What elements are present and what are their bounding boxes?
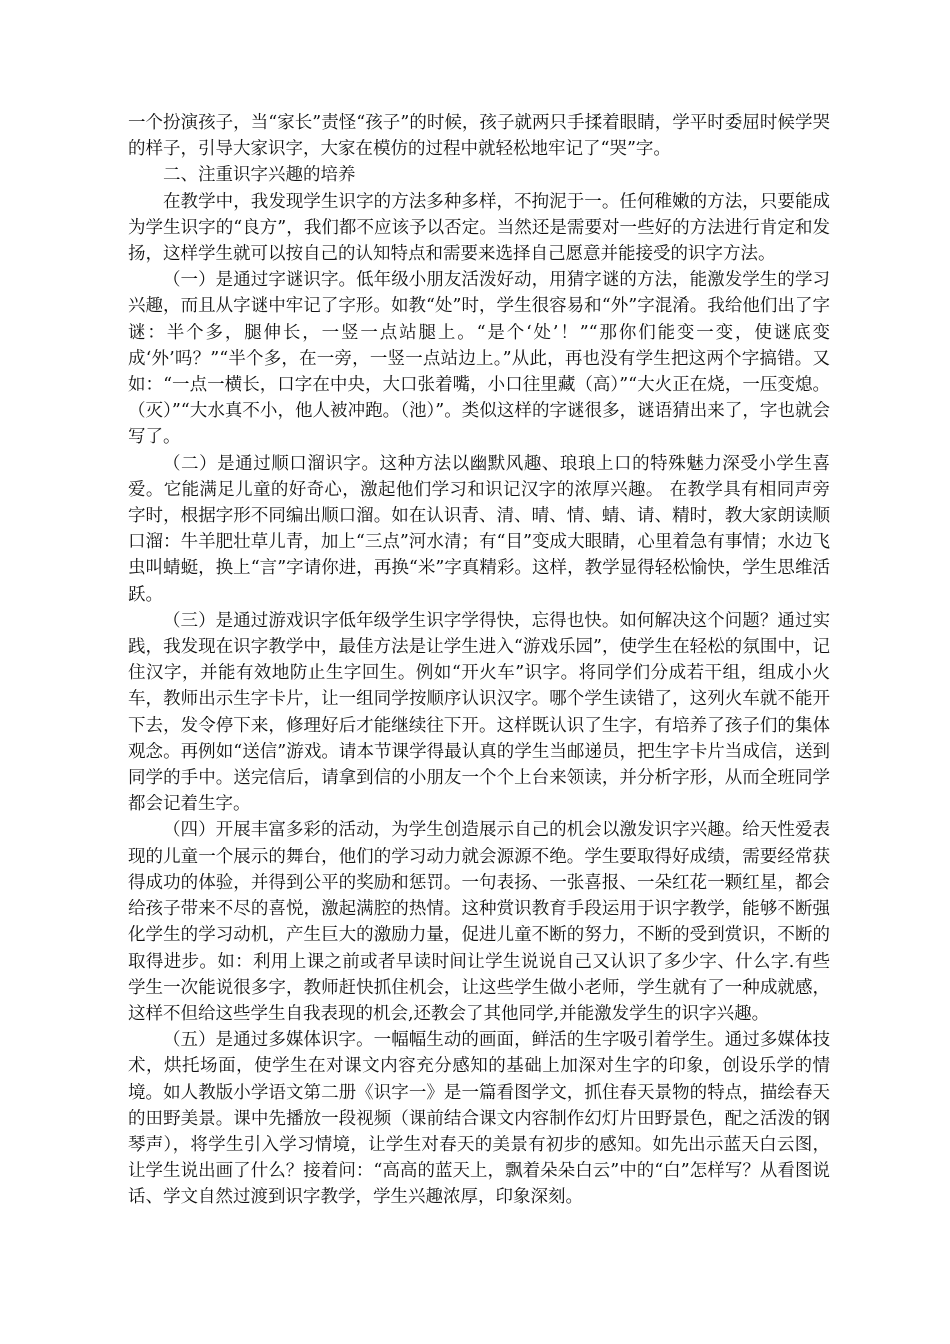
paragraph-method-3: （三）是通过游戏识字低年级学生识字学得快，忘得也快。如何解决这个问题？通过实践，我发现在识字教学中，最佳方法是让学生进入“游戏乐园”，使学生在轻松的氛围中，记住汉字，并能有效地防止生字回生。例如“开火车”识字。将同学们分成若干组，组成小火车，教师出示生字卡片，让一组同学按顺序认识汉字。哪个学生读错了，这列火车就不能开下去，发令停下来，修理好后才能继续往下开。这样既认识了生字，有培养了孩子们的集体观念。再例如“送信”游戏。请本节课学得最认真的学生当邮递员，把生字卡片当成信，送到同学的手中。送完信后，请拿到信的小朋友一个个上台来领读，并分析字形，从而全班同学都会记着生字。 [128, 610, 830, 815]
paragraph-method-4: （四）开展丰富多彩的活动，为学生创造展示自己的机会以激发识字兴趣。给天性爱表现的儿童一个展示的舞台，他们的学习动力就会源源不绝。学生要取得好成绩，需要经常获得成功的体验，并得到公平的奖励和惩罚。一句表扬、一张喜报、一朵红花一颗红星，都会给孩子带来不尽的喜悦，激起满腔的热情。这种赏识教育手段运用于识字教学，能够不断强化学生的学习动机，产生巨大的激励力量，促进儿童不断的努力，不断的受到赏识，不断的取得进步。如：利用上课之前或者早读时间让学生说说自己又认识了多少字、什么字.有些学生一次能说很多字，教师赶快抓住机会，让这些学生做小老师，学生就有了一种成就感，这样不但给这些学生自我表现的机会,还教会了其他同学,并能激发学生的识字兴趣。 [128, 820, 830, 1024]
paragraph-intro: 在教学中，我发现学生识字的方法多种多样，不拘泥于一。任何稚嫩的方法，只要能成为学生识字的“良方”，我们都不应该予以否定。当然还是需要对一些好的方法进行肯定和发扬，这样学生就可以按自己的认知特点和需要来选择自己愿意并能接受的识字方法。 [128, 191, 830, 265]
section-heading: 二、注重识字兴趣的培养 [163, 165, 356, 186]
paragraph-method-1: （一）是通过字谜识字。低年级小朋友活泼好动，用猜字谜的方法，能激发学生的学习兴趣，而且从字谜中牢记了字形。如教“处”时，学生很容易和“外”字混淆。我给他们出了字谜：半个多，腿伸长，一竖一点站腿上。“是个‘处’！”“那你们能变一变，使谜底变成‘外’吗？”“半个多，在一旁，一竖一点站边上。”从此，再也没有学生把这两个字搞错。又如：“一点一横长，口字在中央，大口张着嘴，小口往里藏（高）”“大火正在烧，一压变熄。（灭）”“大水真不小，他人被冲跑。（池）”。类似这样的字谜很多，谜语猜出来了，字也就会写了。 [128, 270, 830, 448]
paragraph-method-2: （二）是通过顺口溜识字。这种方法以幽默风趣、琅琅上口的特殊魅力深受小学生喜爱。它能满足儿童的好奇心，激起他们学习和识记汉字的浓厚兴趣。 在教学具有相同声旁字时，根据字形不同编出顺口溜。如在认识青、清、晴、情、蜻、请、精时，教大家朗读顺口溜：牛羊肥壮草儿青，加上“三点”河水清；有“目”变成大眼睛，心里着急有事情；水边飞虫叫蜻蜓，换上“言”字请你进，再换“米”字真精彩。这样，教学显得轻松愉快，学生思维活跃。 [128, 453, 830, 605]
paragraph-continuation: 一个扮演孩子，当“家长”责怪“孩子”的时候，孩子就两只手揉着眼睛，学平时委屈时候学哭的样子，引导大家识字，大家在模仿的过程中就轻松地牢记了“哭”字。 [128, 113, 830, 160]
paragraph-method-5: （五）是通过多媒体识字。一幅幅生动的画面，鲜活的生字吸引着学生。通过多媒体技术，烘托场面，使学生在对课文内容充分感知的基础上加深对生字的印象，创设乐学的情境。如人教版小学语文第二册《识字一》是一篇看图学文，抓住春天景物的特点，描绘春天的田野美景。课中先播放一段视频（课前结合课文内容制作幻灯片田野景色，配之活泼的钢琴声），将学生引入学习情境，让学生对春天的美景有初步的感知。如先出示蓝天白云图，让学生说出画了什么？接着问：“高高的蓝天上，飘着朵朵白云”中的“白”怎样写？从看图说话、学文自然过渡到识字教学，学生兴趣浓厚，印象深刻。 [128, 1030, 830, 1208]
document-body [128, 110, 830, 1211]
